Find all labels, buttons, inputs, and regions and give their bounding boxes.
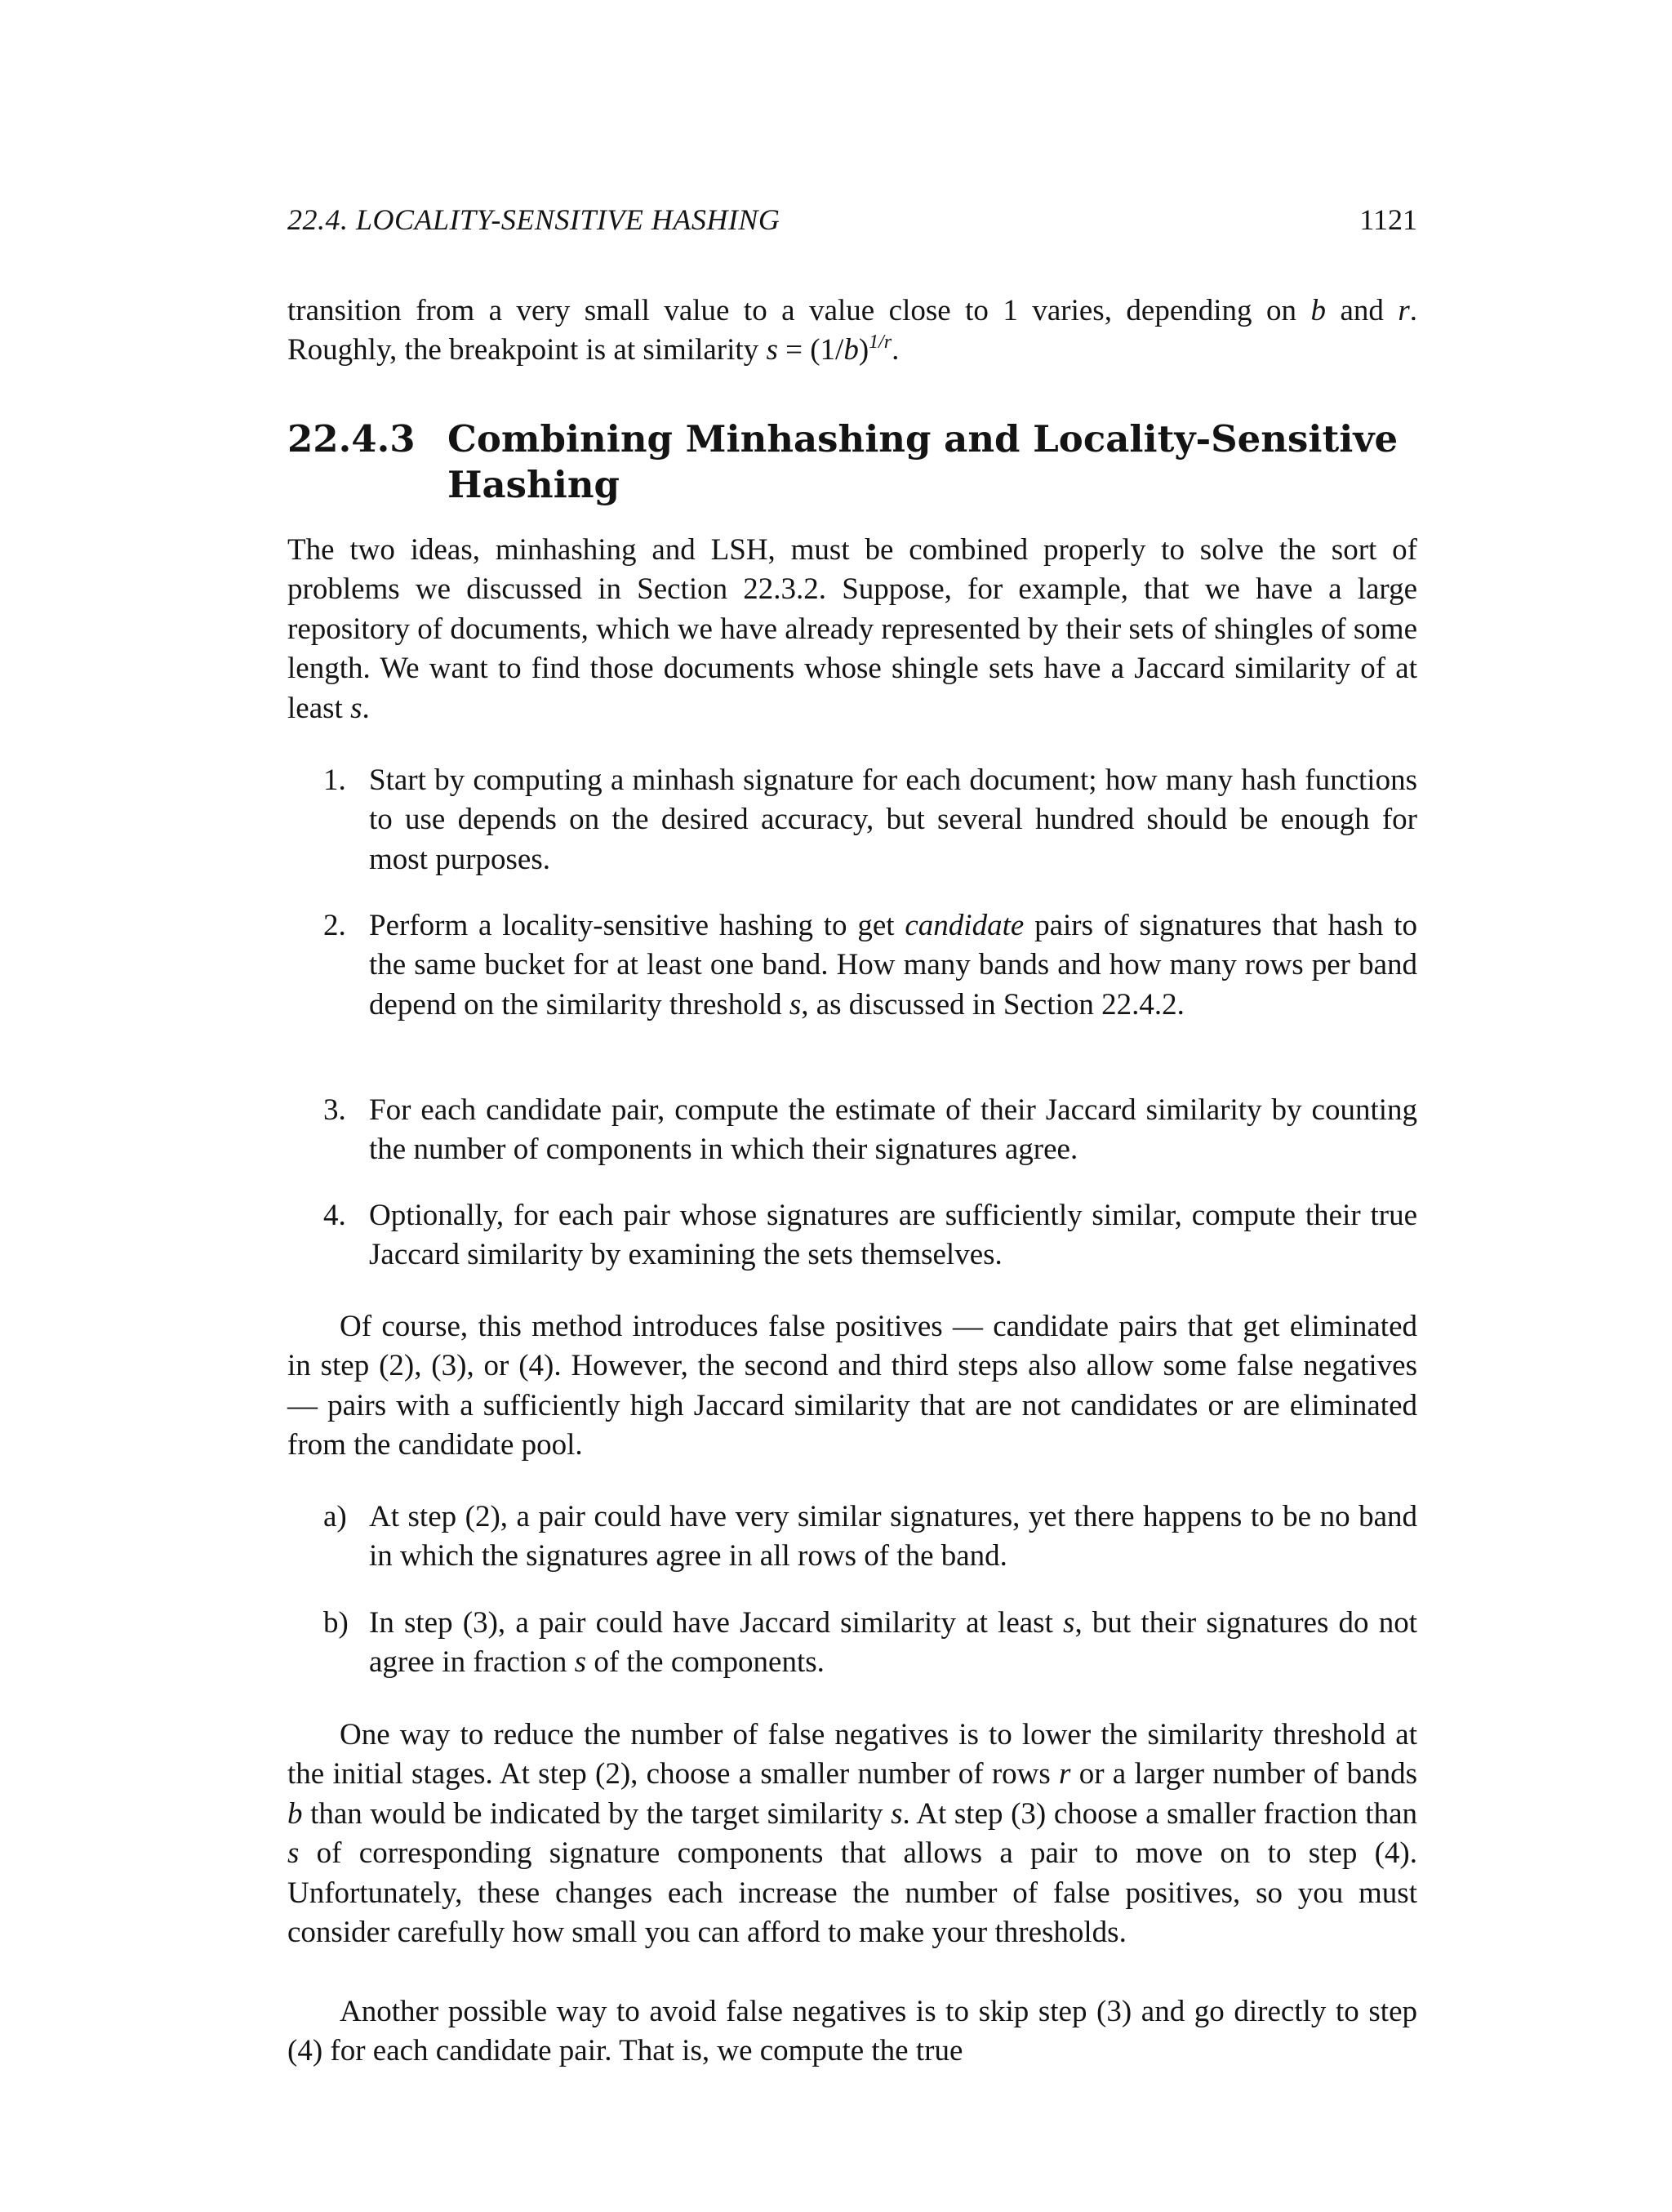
list-item-content (369, 906, 1417, 1025)
list-marker: 2. (323, 909, 346, 942)
running-header (287, 203, 1417, 242)
intro-end: . (892, 333, 900, 367)
paragraph-2: Of course, this method introduces false positives — candidate pairs that get eliminated in step (2), (3), or (4). However, the second and third steps also allow some false negatives — pairs with a sufficiently high Jaccard similarity that are not candidates or are eliminated from the candidate pool. (287, 1310, 1417, 1462)
list-marker: 3. (323, 1093, 346, 1127)
running-title: 22.4. LOCALITY-SENSITIVE HASHING (287, 203, 780, 236)
formula-close: ) (858, 333, 869, 367)
var-b: b (287, 1796, 303, 1831)
list-item-text: Perform a locality-sensitive hashing to get (369, 909, 905, 942)
list-item-text: At step (2), a pair could have very similar signatures, yet there happens to be no band in which the signatures agree in all rows of the band. (369, 1500, 1417, 1573)
paragraph-1-var: s (350, 691, 362, 725)
intro-text-3: . Roughly, the breakpoint is at similarity (287, 294, 1417, 367)
list-item-text: Optionally, for each pair whose signatures are sufficiently similar, compute their true Jaccard similarity by examining the sets themselves. (369, 1199, 1417, 1272)
intro-text-1: transition from a very small value to a value close to 1 varies, depending on (287, 294, 1311, 327)
list-item-text: , but their signatures do not agree in fraction (369, 1606, 1417, 1680)
paragraph-3-text: . At step (3) choose a smaller fraction than (902, 1796, 1417, 1831)
var-r: r (1059, 1757, 1071, 1791)
var-r: r (1398, 294, 1410, 327)
paragraph-3-text: One way to reduce the number of false negatives is to lower the similarity threshold at the initial stages. At step (2), choose a smaller number of rows (287, 1718, 1417, 1791)
paragraph-3-text: or a larger number of bands (1070, 1757, 1417, 1791)
paragraph-3 (287, 1716, 1417, 1952)
list-marker: 1. (323, 763, 346, 797)
list-marker: 4. (323, 1199, 346, 1232)
var-b: b (1310, 294, 1326, 327)
list-item-text: , as discussed in Section 22.4.2. (801, 987, 1185, 1021)
paragraph-3-text: of corresponding signature components that allows a pair to move on to step (4). Unfortunately, these changes each increase the number of false positives, so you must consider carefully how small you can afford to make your thresholds. (287, 1836, 1417, 1950)
var-s: s (574, 1645, 587, 1680)
intro-paragraph (287, 292, 1417, 371)
formula-b: b (843, 333, 859, 367)
intro-text-2: and (1325, 294, 1399, 327)
section-title: Combining Minhashing and Locality-Sensitive Hashing (447, 417, 1399, 506)
list-item-case-a (287, 1498, 1417, 1577)
emphasis-candidate: candidate (905, 909, 1025, 942)
paragraph-1 (287, 531, 1417, 728)
list-item-text: pairs of signatures that hash to the same bucket for at least one band. How many bands and how many rows per band depend on the similarity threshold (369, 909, 1417, 1021)
var-s: s (1063, 1606, 1075, 1640)
list-item-text: Start by computing a minhash signature for each document; how many hash functions to use depends on the desired accuracy, but several hundred should be enough for most purposes. (369, 763, 1417, 876)
section-heading (287, 416, 1417, 508)
var-s: s (891, 1796, 903, 1831)
list-item-step-1 (287, 761, 1417, 879)
list-item-content (369, 1604, 1417, 1683)
paragraph-1-text: The two ideas, minhashing and LSH, must be combined properly to solve the sort of problems we discussed in Section 22.3.2. Suppose, for example, that we have a large repository of documents, which we have already represented by their sets of shingles of some length. We want to find those documents whose shingle sets have a Jaccard similarity of at least (287, 533, 1418, 725)
formula-exponent: 1/r (869, 332, 892, 354)
var-s: s (789, 987, 802, 1021)
list-item-text: of the components. (586, 1645, 825, 1680)
paragraph-1-end: . (362, 691, 370, 725)
list-item-step-3 (287, 1091, 1417, 1170)
var-s: s (287, 1836, 300, 1871)
list-item-case-b (287, 1604, 1417, 1683)
section-number: 22.4.3 (287, 417, 416, 461)
page-number: 1121 (1359, 203, 1417, 236)
list-item-step-2 (287, 906, 1417, 1025)
list-item-text: In step (3), a pair could have Jaccard similarity at least (369, 1606, 1064, 1640)
list-item-step-4 (287, 1196, 1417, 1275)
list-item-text: For each candidate pair, compute the estimate of their Jaccard similarity by counting the number of components in which their signatures agree. (369, 1093, 1417, 1167)
formula-eq: = (1/ (777, 333, 844, 367)
formula-s: s (766, 333, 778, 367)
paragraph-3-text: than would be indicated by the target similarity (302, 1796, 892, 1831)
list-marker: a) (323, 1500, 347, 1533)
list-marker: b) (323, 1606, 349, 1640)
paragraph-4: Another possible way to avoid false negatives is to skip step (3) and go directly to step (4) for each candidate pair. That is, we compute the true (287, 1995, 1417, 2068)
